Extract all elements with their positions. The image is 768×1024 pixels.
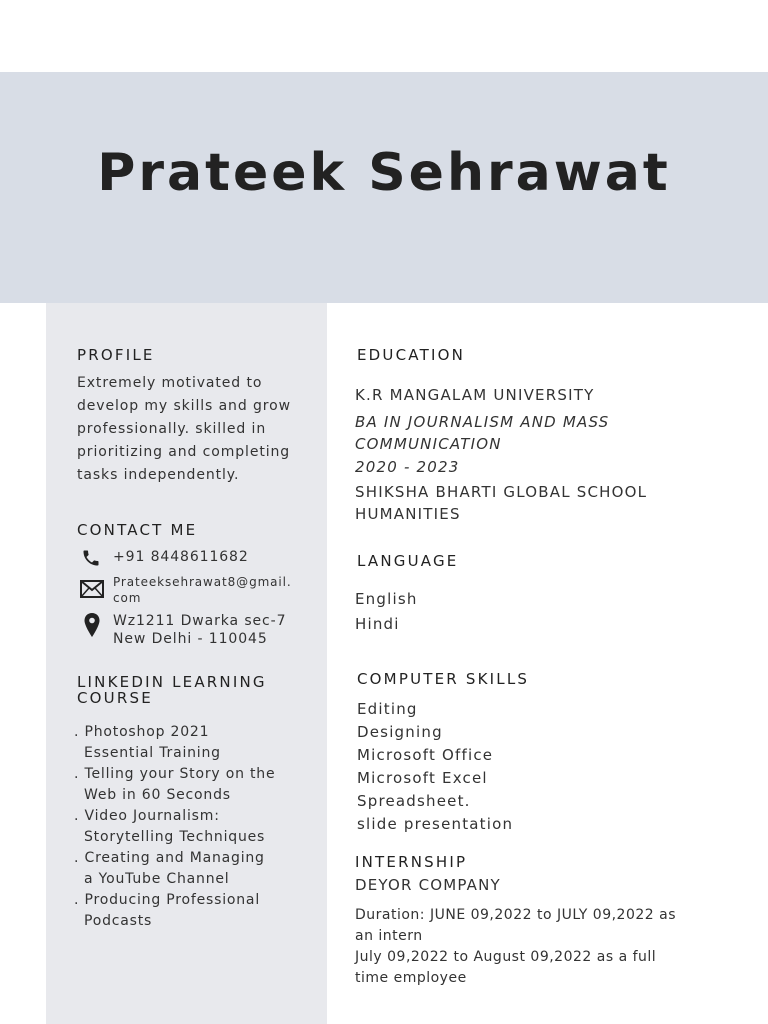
profile-text: Extremely motivated to develop my skills and grow professionally. skilled in prioritizing and completing tasks independently. bbox=[77, 375, 291, 483]
linkedin-heading bbox=[77, 674, 267, 706]
university-name: K.R MANGALAM UNIVERSITY bbox=[355, 386, 595, 404]
list-item bbox=[74, 764, 324, 806]
language-heading: LANGUAGE bbox=[357, 552, 459, 570]
profile-heading: PROFILE bbox=[77, 346, 155, 364]
address-line-1: Wz1211 Dwarka sec-7 bbox=[113, 613, 287, 629]
skills-heading: COMPUTER SKILLS bbox=[357, 670, 530, 688]
phone-icon bbox=[80, 548, 104, 568]
school-name: SHIKSHA BHARTI GLOBAL SCHOOL bbox=[355, 483, 648, 501]
page-title: Prateek Sehrawat bbox=[97, 143, 671, 203]
linkedin-heading-line-1: LINKEDIN LEARNING bbox=[77, 673, 267, 691]
email-line-2: com bbox=[113, 591, 142, 605]
education-years: 2020 - 2023 bbox=[355, 458, 460, 476]
duration-line-4: time employee bbox=[355, 970, 467, 986]
course-title: . Video Journalism: bbox=[74, 808, 220, 824]
location-pin-icon bbox=[80, 612, 104, 638]
course-title-cont: Podcasts bbox=[84, 913, 153, 929]
course-list bbox=[74, 722, 324, 932]
list-item bbox=[74, 890, 324, 932]
list-item bbox=[74, 806, 324, 848]
contact-address bbox=[80, 612, 286, 648]
course-title: . Creating and Managing bbox=[74, 850, 265, 866]
email-line-1: Prateeksehrawat8@gmail. bbox=[113, 575, 292, 589]
contact-phone bbox=[80, 548, 249, 568]
list-item: Microsoft Excel bbox=[357, 769, 488, 787]
list-item: Editing bbox=[357, 700, 418, 718]
duration-line-3: July 09,2022 to August 09,2022 as a full bbox=[355, 949, 657, 965]
duration-line-2: an intern bbox=[355, 928, 423, 944]
course-title: . Telling your Story on the bbox=[74, 766, 276, 782]
list-item: Spreadsheet. bbox=[357, 792, 471, 810]
address bbox=[113, 612, 286, 648]
email-address bbox=[113, 574, 292, 606]
school-stream: HUMANITIES bbox=[355, 505, 461, 523]
course-title: . Producing Professional bbox=[74, 892, 261, 908]
company-name: DEYOR COMPANY bbox=[355, 876, 501, 894]
list-item: English bbox=[355, 590, 418, 608]
duration-line-1: Duration: JUNE 09,2022 to JULY 09,2022 as bbox=[355, 907, 677, 923]
education-heading: EDUCATION bbox=[357, 346, 465, 364]
course-title-cont: Essential Training bbox=[84, 745, 221, 761]
degree-line-2: COMMUNICATION bbox=[355, 435, 502, 453]
list-item bbox=[74, 848, 324, 890]
linkedin-heading-line-2: COURSE bbox=[77, 689, 153, 707]
contact-email bbox=[80, 574, 292, 606]
course-title: . Photoshop 2021 bbox=[74, 724, 210, 740]
internship-heading: INTERNSHIP bbox=[355, 853, 468, 871]
address-line-2: New Delhi - 110045 bbox=[113, 631, 268, 647]
mail-icon bbox=[80, 580, 104, 600]
degree-line-1: BA IN JOURNALISM AND MASS bbox=[355, 413, 610, 431]
list-item: Designing bbox=[357, 723, 443, 741]
language-list bbox=[355, 587, 418, 637]
contact-heading: CONTACT ME bbox=[77, 521, 198, 539]
phone-number: +91 8448611682 bbox=[113, 549, 249, 565]
internship-duration bbox=[355, 905, 700, 989]
list-item: slide presentation bbox=[357, 815, 514, 833]
skills-list bbox=[357, 698, 513, 836]
course-title-cont: a YouTube Channel bbox=[84, 871, 230, 887]
course-title-cont: Web in 60 Seconds bbox=[84, 787, 231, 803]
course-title-cont: Storytelling Techniques bbox=[84, 829, 266, 845]
list-item bbox=[74, 722, 324, 764]
list-item: Hindi bbox=[355, 615, 400, 633]
list-item: Microsoft Office bbox=[357, 746, 494, 764]
